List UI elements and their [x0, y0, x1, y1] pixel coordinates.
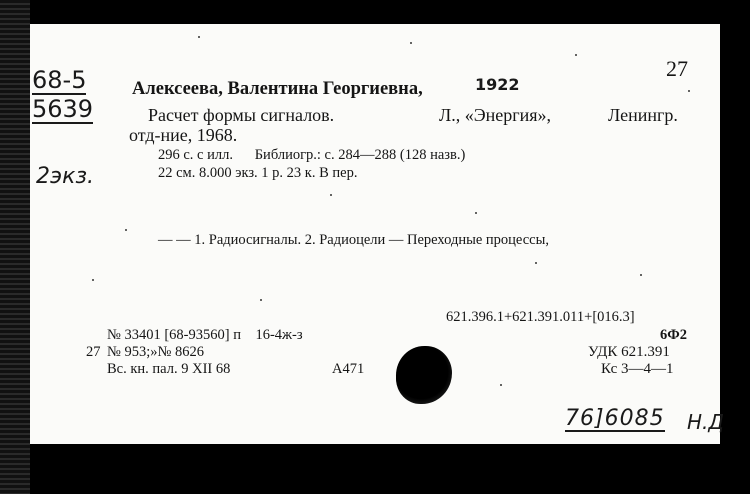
record-line-2-prefix: 27 — [86, 344, 101, 360]
shelf-mark-bottom: 5639 — [32, 95, 94, 123]
description-line-1: 296 с. с илл. Библиогр.: с. 284—288 (128 назв.) — [158, 147, 466, 163]
ink-blot — [396, 346, 452, 404]
scan-edge — [0, 0, 30, 494]
publisher-place: Ленингр. — [608, 105, 678, 125]
udk-code: УДК 621.391 — [588, 344, 670, 360]
handwritten-initials: Н.Д — [687, 410, 725, 434]
speck — [330, 194, 332, 196]
speck — [260, 299, 262, 301]
subject-headings: — — 1. Радиосигналы. 2. Радиоцели — Переходные процессы, — [158, 232, 549, 248]
speck — [688, 90, 690, 92]
publisher: Л., «Энергия», — [439, 105, 552, 125]
speck — [535, 262, 537, 264]
speck — [92, 279, 94, 281]
record-number: № 33401 [68-93560] п 16-4ж-з — [107, 327, 303, 343]
speck — [575, 54, 577, 56]
shelf-mark-top: 68-5 — [32, 66, 87, 94]
catalog-card — [30, 24, 725, 444]
speck — [410, 42, 412, 44]
record-line-2: № 953;»№ 8626 — [107, 344, 204, 360]
publisher-place-cont: отд-ние, 1968. — [129, 125, 238, 145]
speck — [640, 274, 642, 276]
chamber-date: Вс. кн. пал. 9 XII 68 — [107, 361, 231, 377]
author-year: 1922 — [475, 75, 520, 94]
handwritten-accession: 76]6085 — [565, 406, 665, 431]
kc-code: Кс 3—4—1 — [601, 361, 674, 377]
a-code: А471 — [332, 361, 365, 377]
copies-note: 2экз. — [36, 164, 95, 189]
description-line-2: 22 см. 8.000 экз. 1 р. 23 к. В пер. — [158, 165, 358, 181]
code-6f2: 6Ф2 — [660, 327, 687, 343]
speck — [125, 229, 127, 231]
book-title: Расчет формы сигналов. — [148, 105, 335, 125]
classification-index: 621.396.1+621.391.011+[016.3] — [446, 309, 635, 325]
page-number: 27 — [666, 56, 688, 81]
speck — [500, 384, 502, 386]
speck — [475, 212, 477, 214]
speck — [198, 36, 200, 38]
author-name: Алексеева, Валентина Георгиевна, — [132, 79, 423, 99]
